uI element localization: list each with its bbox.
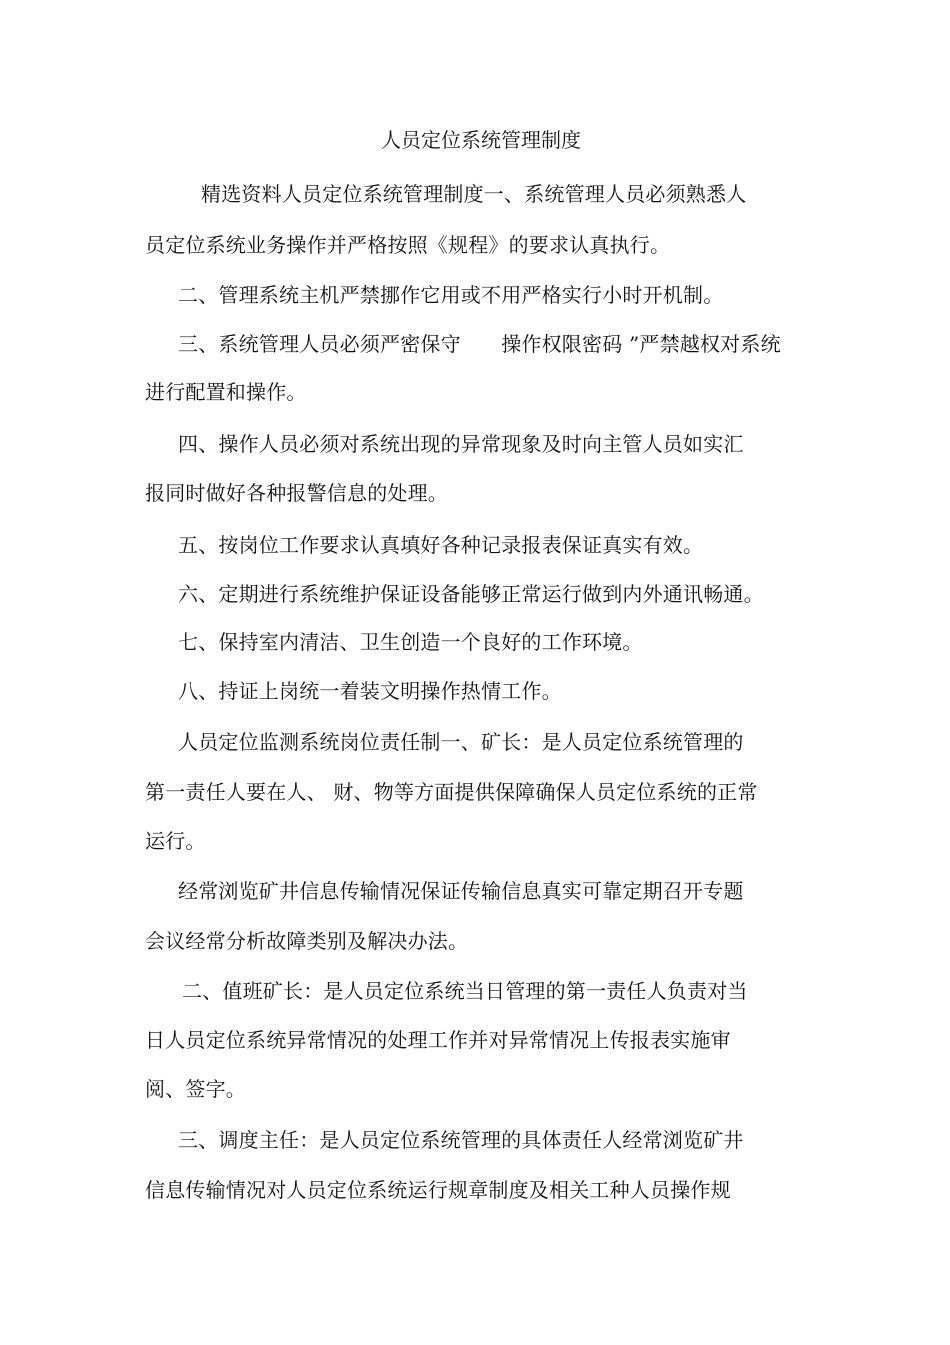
paragraph-line: 阅、签字。 xyxy=(145,1077,246,1101)
paragraph-line: 运行。 xyxy=(145,829,206,853)
paragraph-line: 经常浏览矿井信息传输情况保证传输信息真实可靠定期召开专题 xyxy=(178,879,744,903)
paragraph-line: 四、操作人员必须对系统出现的异常现象及时向主管人员如实汇 xyxy=(178,432,744,456)
paragraph-line: 人员定位监测系统岗位责任制一、矿长：是人员定位系统管理的 xyxy=(178,730,744,754)
paragraph-line: 日人员定位系统异常情况的处理工作并对异常情况上传报表实施审 xyxy=(145,1028,731,1052)
paragraph-line: 报同时做好各种报警信息的处理。 xyxy=(145,481,448,505)
paragraph-line: 员定位系统业务操作并严格按照《规程》的要求认真执行。 xyxy=(145,233,671,257)
paragraph-line: 信息传输情况对人员定位系统运行规章制度及相关工种人员操作规 xyxy=(145,1178,731,1202)
paragraph-line: 五、按岗位工作要求认真填好各种记录报表保证真实有效。 xyxy=(178,533,704,557)
paragraph-line: 三、系统管理人员必须严密保守 操作权限密码 ”严禁越权对系统 xyxy=(178,332,781,356)
document-title: 人员定位系统管理制度 xyxy=(381,128,581,152)
paragraph-line: 七、保持室内清洁、卫生创造一个良好的工作环境。 xyxy=(178,630,643,654)
paragraph-line: 三、调度主任：是人员定位系统管理的具体责任人经常浏览矿井 xyxy=(178,1128,744,1152)
paragraph-line: 精选资料人员定位系统管理制度一、系统管理人员必须熟悉人 xyxy=(201,182,747,206)
paragraph-line: 二、管理系统主机严禁挪作它用或不用严格实行小时开机制。 xyxy=(178,283,724,307)
paragraph-line: 会议经常分析故障类别及解决办法。 xyxy=(145,929,469,953)
paragraph-line: 二、值班矿长：是人员定位系统当日管理的第一责任人负责对当 xyxy=(182,979,748,1003)
paragraph-line: 进行配置和操作。 xyxy=(145,380,307,404)
paragraph-line: 八、持证上岗统一着装文明操作热情工作。 xyxy=(178,679,562,703)
paragraph-line: 六、定期进行系统维护保证设备能够正常运行做到内外通讯畅通。 xyxy=(178,582,764,606)
paragraph-line: 第一责任人要在人、 财、物等方面提供保障确保人员定位系统的正常 xyxy=(145,780,758,804)
